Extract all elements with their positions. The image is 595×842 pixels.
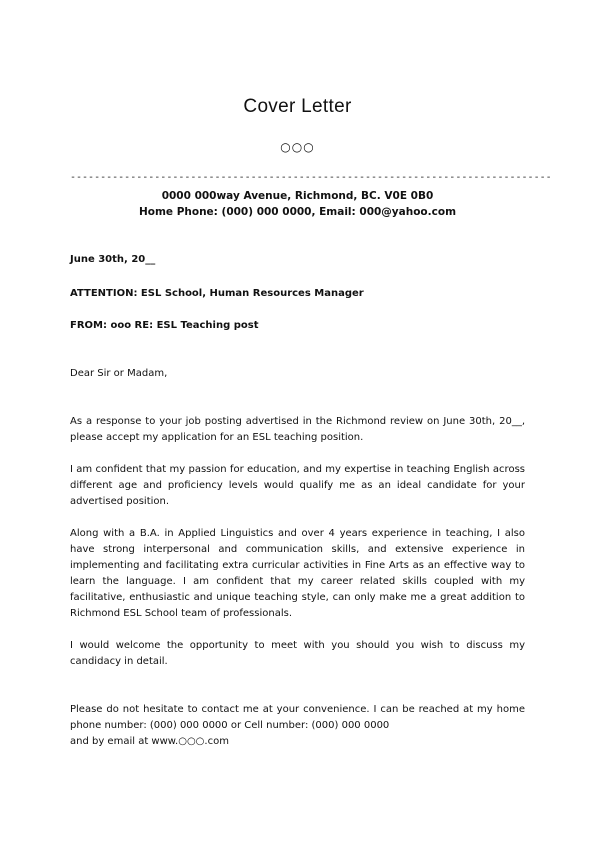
header-divider: -------------------------------------------------------------------------------- <box>70 172 552 183</box>
applicant-name: ○○○ <box>280 140 315 154</box>
paragraph-response: As a response to your job posting advertised in the Richmond review on June 30th, 20__, please accept my application for an ESL teaching position. <box>70 416 525 443</box>
salutation: Dear Sir or Madam, <box>70 368 168 379</box>
from-re-line: FROM: ooo RE: ESL Teaching post <box>70 320 259 331</box>
paragraph-interview: I would welcome the opportunity to meet with you should you wish to discuss my candidacy in detail. <box>70 640 525 667</box>
paragraph-confidence: I am confident that my passion for education, and my expertise in teaching English across different age and proficiency levels would qualify me as an ideal candidate for your advertised position. <box>70 464 525 507</box>
document-title: Cover Letter <box>243 96 352 117</box>
attention-line: ATTENTION: ESL School, Human Resources Manager <box>70 288 364 299</box>
address-line: 0000 000way Avenue, Richmond, BC. V0E 0B0 <box>161 190 434 202</box>
paragraph-contact: Please do not hesitate to contact me at your convenience. I can be reached at my home phone number: (000) 000 0000 or Cell number: (000) 000 0000 <box>70 704 525 731</box>
contact-line: Home Phone: (000) 000 0000, Email: 000@yahoo.com <box>138 206 457 218</box>
letter-date: June 30th, 20__ <box>70 254 156 265</box>
email-line: and by email at www.○○○.com <box>70 736 229 747</box>
paragraph-qualifications: Along with a B.A. in Applied Linguistics and over 4 years experience in teaching, I also have strong interpersonal and communication skills, and extensive experience in implementing and facilitating extra curricular activities in Fine Arts as an effective way to learn the language. I am confident that my career related skills coupled with my facilitative, enthusiastic and unique teaching style, can only make me a great addition to Richmond ESL School team of professionals. <box>70 528 525 619</box>
